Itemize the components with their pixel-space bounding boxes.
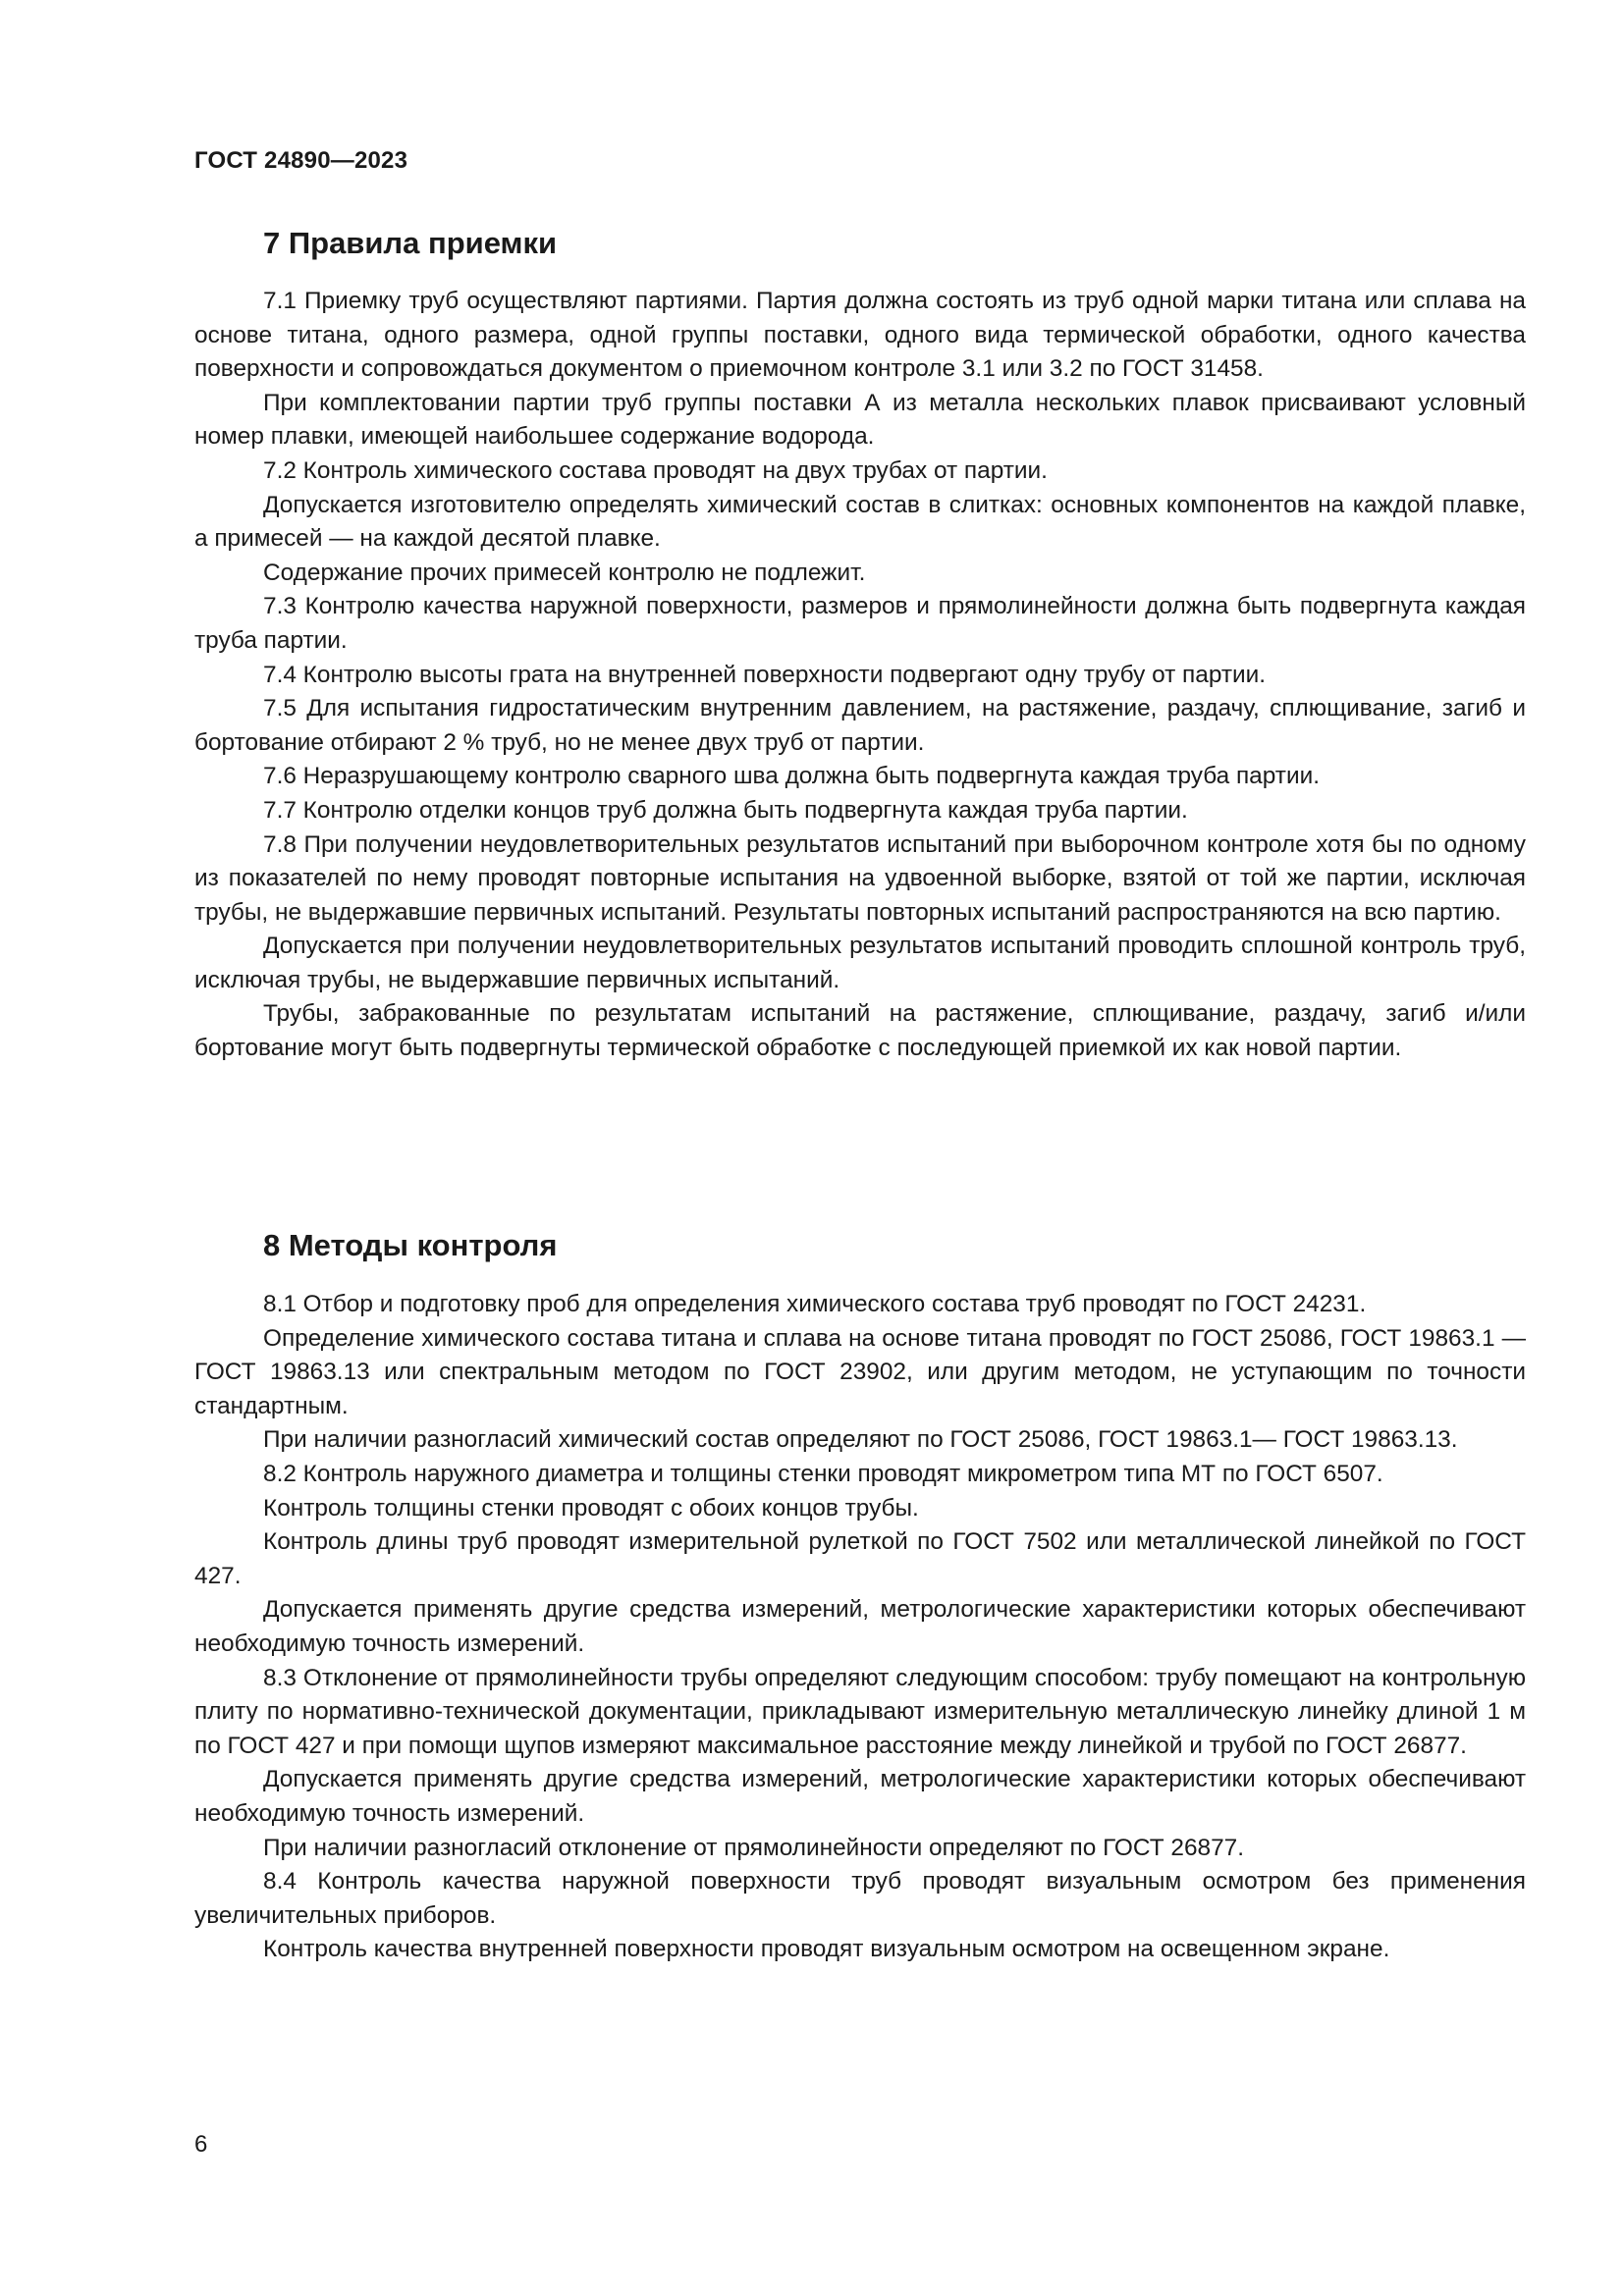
section-8-body: [194, 1288, 1526, 1967]
paragraph: 8.2 Контроль наружного диаметра и толщины стенки проводят микрометром типа МТ по ГОСТ 6507.: [263, 1460, 1383, 1487]
paragraph: 7.6 Неразрушающему контролю сварного шва должна быть подвергнута каждая труба партии.: [263, 763, 1320, 790]
paragraph: Контроль толщины стенки проводят с обоих концов трубы.: [263, 1494, 919, 1522]
paragraph: Допускается применять другие средства измерений, метрологические характеристики которых обеспечивают необходимую точность измерений.: [194, 1596, 1526, 1657]
paragraph: При наличии разногласий отклонение от прямолинейности определяют по ГОСТ 26877.: [263, 1834, 1244, 1861]
paragraph: 8.3 Отклонение от прямолинейности трубы определяют следующим способом: трубу помещают на контрольную плиту по нормативно-технической документации, прикладывают измерительную металлическую линейку длиной 1 м по ГОСТ 427 и при помощи щупов измеряют максимальное расстояние между линейкой и трубой по ГОСТ 26877.: [194, 1664, 1526, 1759]
paragraph: 7.7 Контролю отделки концов труб должна быть подвергнута каждая труба партии.: [263, 796, 1188, 824]
section-7-body: [194, 285, 1526, 1066]
paragraph: 7.4 Контролю высоты грата на внутренней поверхности подвергают одну трубу от партии.: [263, 661, 1267, 688]
paragraph: При наличии разногласий химический состав определяют по ГОСТ 25086, ГОСТ 19863.1— ГОСТ 19863.13.: [263, 1426, 1458, 1454]
paragraph: Содержание прочих примесей контролю не подлежит.: [263, 559, 866, 586]
document-page: [194, 0, 1526, 2296]
paragraph: 7.3 Контролю качества наружной поверхности, размеров и прямолинейности должна быть подвергнута каждая труба партии.: [194, 593, 1526, 654]
document-code: ГОСТ 24890—2023: [194, 147, 408, 174]
paragraph: 8.4 Контроль качества наружной поверхности труб проводят визуальным осмотром без применения увеличительных приборов.: [194, 1868, 1526, 1929]
paragraph: 8.1 Отбор и подготовку проб для определения химического состава труб проводят по ГОСТ 24231.: [263, 1291, 1367, 1317]
section-8-title: 8 Методы контроля: [263, 1228, 558, 1262]
paragraph: Трубы, забракованные по результатам испытаний на растяжение, сплющивание, раздачу, загиб и/или бортование могут быть подвергнуты термической обработке с последующей приемкой их как новой партии.: [194, 1000, 1526, 1062]
paragraph: 7.8 При получении неудовлетворительных результатов испытаний при выборочном контроле хотя бы по одному из показателей по нему проводят повторные испытания на удвоенной выборке, взятой от той же партии, исключая трубы, не выдержавшие первичных испытаний. Результаты повторных испытаний распространяются на всю партию.: [194, 830, 1526, 926]
page-number: 6: [194, 2131, 208, 2158]
paragraph: Допускается применять другие средства измерений, метрологические характеристики которых обеспечивают необходимую точность измерений.: [194, 1766, 1526, 1827]
paragraph: Контроль качества внутренней поверхности проводят визуальным осмотром на освещенном экране.: [263, 1936, 1390, 1963]
paragraph: Контроль длины труб проводят измерительной рулеткой по ГОСТ 7502 или металлической линейкой по ГОСТ 427.: [194, 1528, 1526, 1589]
section-7-title: 7 Правила приемки: [263, 226, 558, 260]
paragraph: 7.1 Приемку труб осуществляют партиями. Партия должна состоять из труб одной марки титана или сплава на основе титана, одного размера, одной группы поставки, одного вида термической обработки, одного качества поверхности и сопровождаться документом о приемочном контроле 3.1 или 3.2 по ГОСТ 31458.: [194, 288, 1526, 383]
paragraph: При комплектовании партии труб группы поставки А из металла нескольких плавок присваивают условный номер плавки, имеющей наибольшее содержание водорода.: [194, 389, 1526, 451]
paragraph: 7.5 Для испытания гидростатическим внутренним давлением, на растяжение, раздачу, сплющивание, загиб и бортование отбирают 2 % труб, но не менее двух труб от партии.: [194, 695, 1526, 756]
paragraph: Определение химического состава титана и сплава на основе титана проводят по ГОСТ 25086, ГОСТ 19863.1 — ГОСТ 19863.13 или спектральным методом по ГОСТ 23902, или другим методом, не уступающим по точности стандартным.: [194, 1324, 1526, 1419]
paragraph: 7.2 Контроль химического состава проводят на двух трубах от партии.: [263, 456, 1048, 484]
paragraph: Допускается при получении неудовлетворительных результатов испытаний проводить сплошной контроль труб, исключая трубы, не выдержавшие первичных испытаний.: [194, 933, 1526, 993]
paragraph: Допускается изготовителю определять химический состав в слитках: основных компонентов на каждой плавке, а примесей — на каждой десятой плавке.: [194, 491, 1526, 553]
